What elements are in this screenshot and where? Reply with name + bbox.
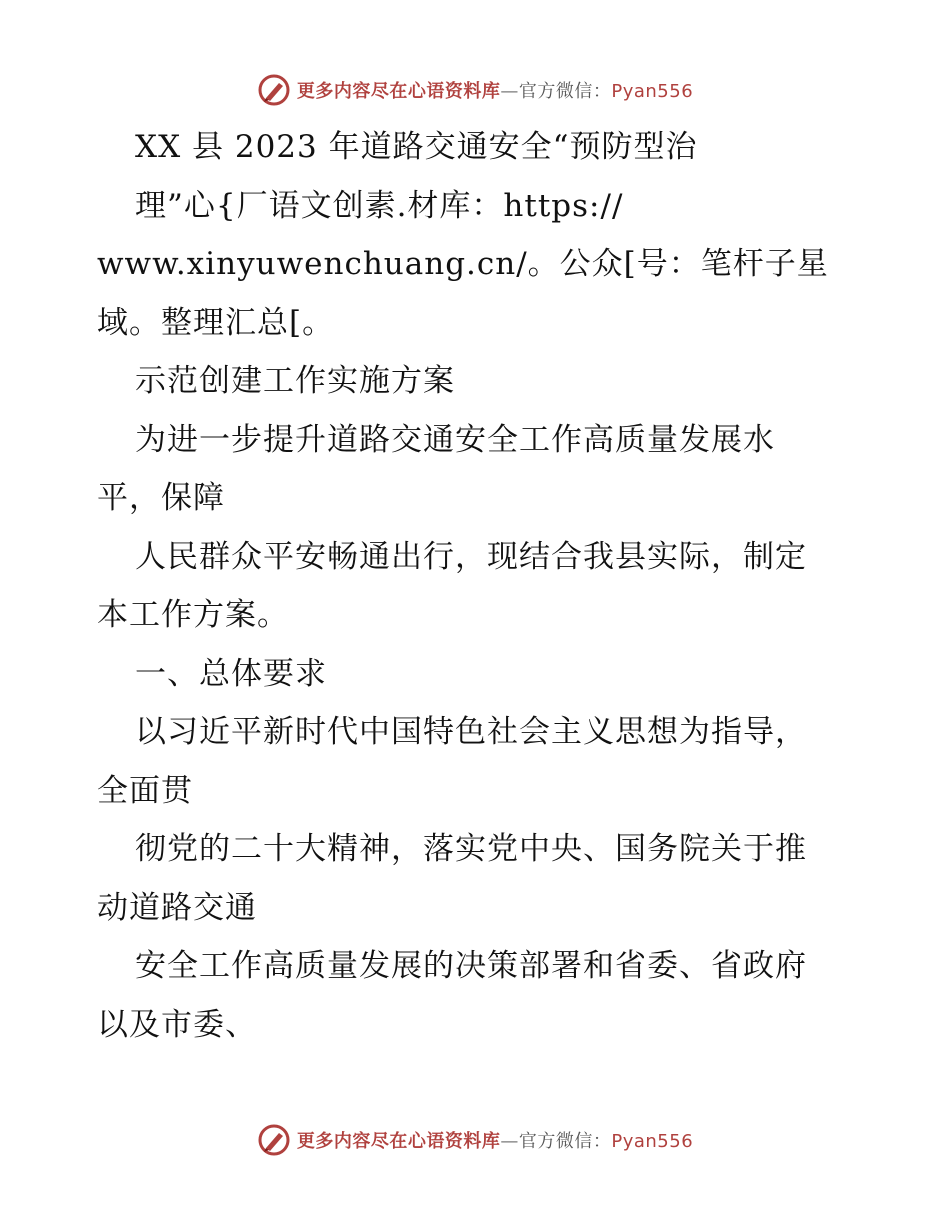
document-body [97, 118, 857, 1054]
doc-line-paragraph: 以及市委、 [97, 1006, 257, 1043]
doc-line-collected: 域。整理汇总[。 [97, 304, 335, 341]
doc-line-paragraph: 全面贯 [97, 772, 193, 809]
pen-logo-icon [257, 1123, 291, 1157]
banner-main-text: 更多内容尽在心语资料库 [296, 81, 501, 102]
banner-dash: — [500, 1131, 519, 1152]
doc-line-section-heading: 一、总体要求 [135, 655, 327, 692]
doc-line-title-2: 理”心{厂语文创素.材库：https:// [135, 187, 624, 224]
doc-line-paragraph: 安全工作高质量发展的决策部署和省委、省政府 [135, 948, 807, 984]
doc-line-subtitle: 示范创建工作实施方案 [135, 363, 455, 399]
header-banner [0, 70, 950, 110]
banner-dash: — [500, 81, 519, 102]
doc-line-paragraph: 平，保障 [97, 480, 225, 516]
doc-line-paragraph: 彻党的二十大精神，落实党中央、国务院关于推 [135, 831, 807, 867]
doc-line-paragraph: 人民群众平安畅通出行，现结合我县实际，制定 [135, 538, 807, 575]
doc-line-title-1: XX 县 2023 年道路交通安全“预防型治 [135, 129, 698, 165]
banner-wechat-id: Pyan556 [611, 81, 694, 102]
banner-text [297, 1127, 693, 1153]
footer-banner [0, 1120, 950, 1160]
doc-line-paragraph: 本工作方案。 [97, 597, 289, 633]
doc-line-paragraph: 动道路交通 [97, 889, 257, 926]
banner-official-label: 官方微信： [518, 81, 612, 102]
doc-line-paragraph: 为进一步提升道路交通安全工作高质量发展水 [135, 421, 775, 458]
banner-text [297, 77, 693, 103]
banner-wechat-id: Pyan556 [611, 1131, 694, 1152]
banner-official-label: 官方微信： [518, 1131, 612, 1152]
doc-line-paragraph: 以习近平新时代中国特色社会主义思想为指导， [135, 714, 807, 750]
doc-line-url: www.xinyuwenchuang.cn/。公众[号：笔杆子星 [97, 246, 829, 282]
banner-main-text: 更多内容尽在心语资料库 [296, 1131, 501, 1152]
pen-logo-icon [257, 73, 291, 107]
